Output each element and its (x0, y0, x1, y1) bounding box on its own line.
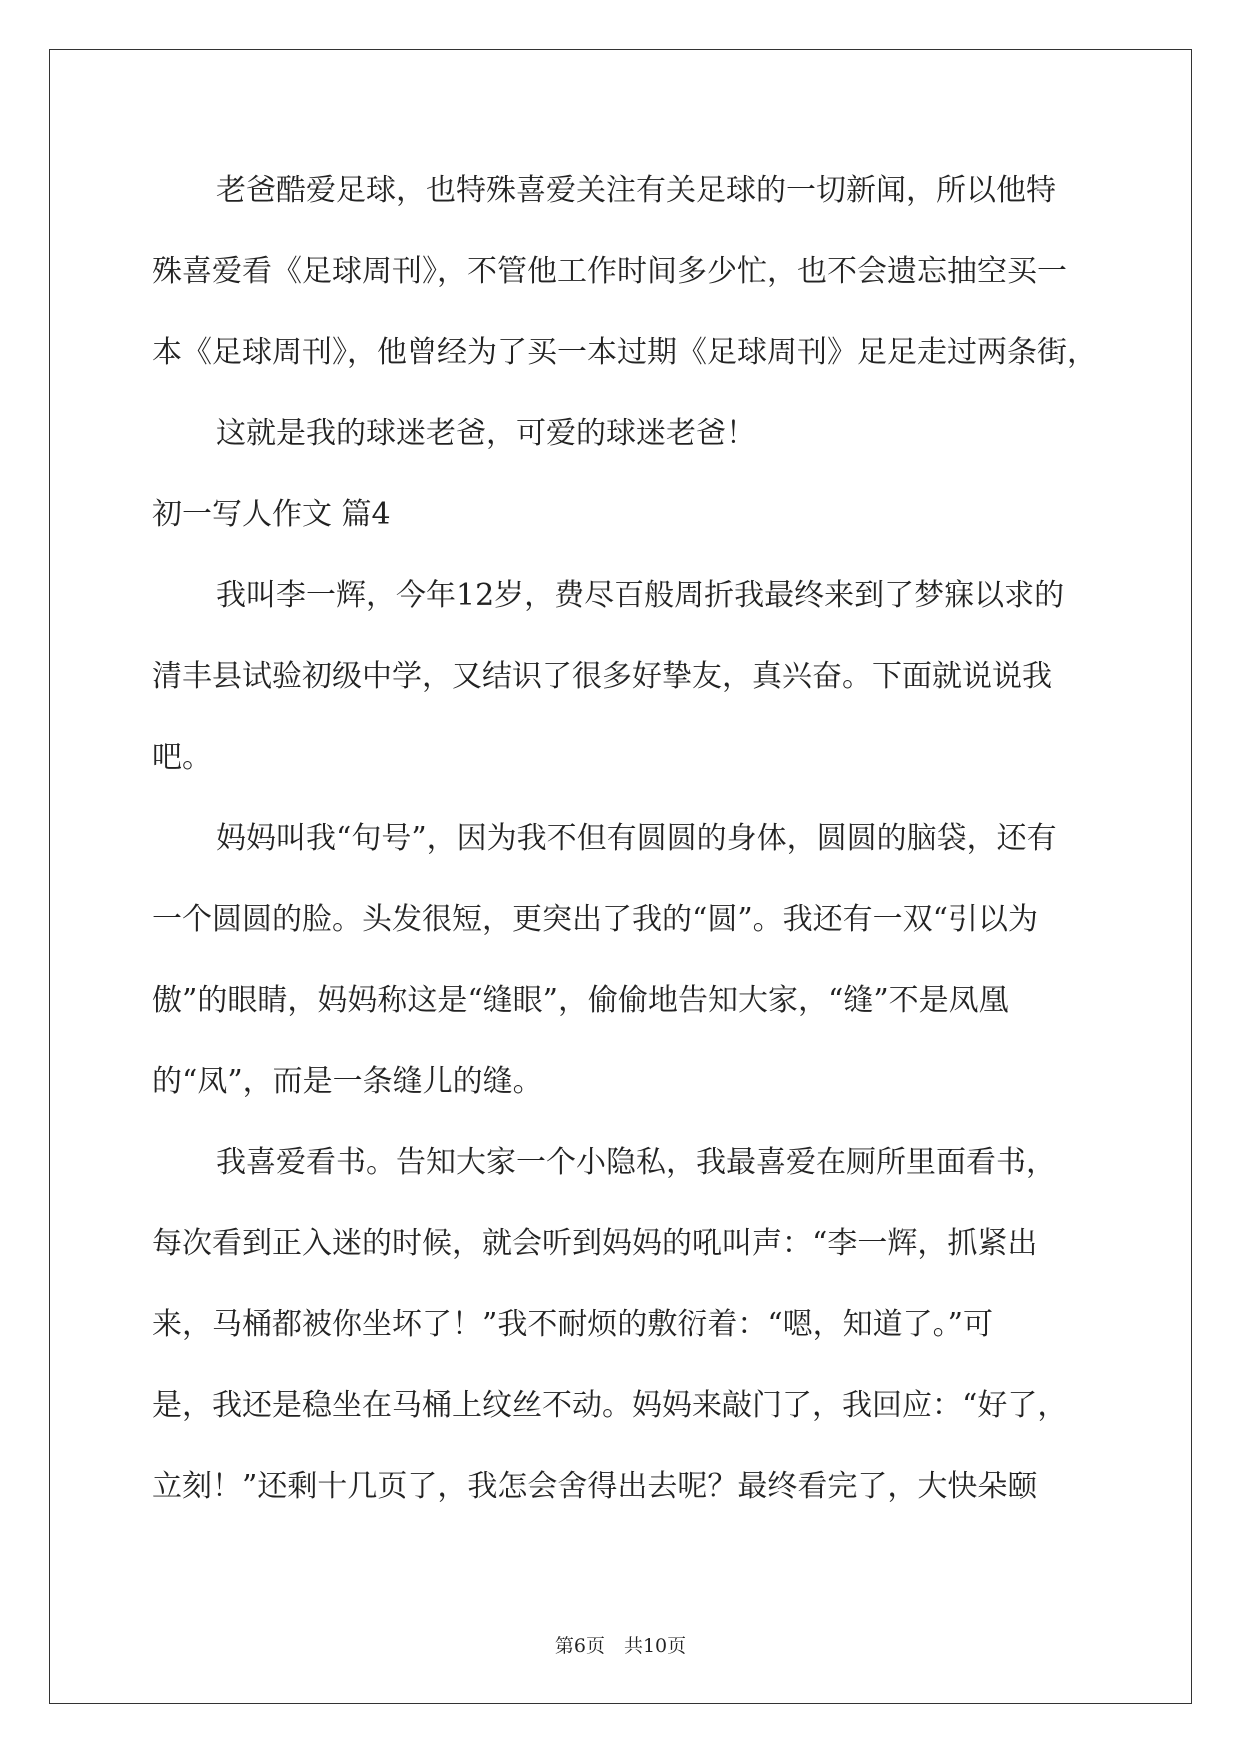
text-line: 是，我还是稳坐在马桶上纹丝不动。妈妈来敲门了，我回应：“好了， (152, 1388, 1068, 1423)
section-heading: 初一写人作文 篇4 (152, 497, 391, 532)
text-line: 一个圆圆的脸。头发很短，更突出了我的“圆”。我还有一双“引以为 (152, 902, 1039, 937)
text-line: 殊喜爱看《足球周刊》，不管他工作时间多少忙，也不会遗忘抽空买一 (152, 254, 1067, 289)
text-line: 本《足球周刊》，他曾经为了买一本过期《足球周刊》足足走过两条街， (152, 335, 1097, 370)
text-line: 这就是我的球迷老爸，可爱的球迷老爸！ (216, 416, 756, 451)
text-line: 妈妈叫我“句号”，因为我不但有圆圆的身体，圆圆的脑袋，还有 (216, 821, 1057, 856)
text-line: 立刻！”还剩十几页了，我怎会舍得出去呢？最终看完了，大快朵颐 (152, 1469, 1038, 1504)
text-line: 吧。 (152, 740, 212, 775)
text-line: 我喜爱看书。告知大家一个小隐私，我最喜爱在厕所里面看书， (216, 1145, 1056, 1180)
text-line: 傲”的眼睛，妈妈称这是“缝眼”，偷偷地告知大家，“缝”不是凤凰 (152, 983, 1009, 1018)
text-line: 清丰县试验初级中学，又结识了很多好挚友，真兴奋。下面就说说我 (152, 659, 1052, 694)
text-line: 的“凤”，而是一条缝儿的缝。 (152, 1064, 543, 1099)
text-line: 老爸酷爱足球，也特殊喜爱关注有关足球的一切新闻，所以他特 (216, 173, 1056, 208)
text-line: 我叫李一辉，今年12岁，费尽百般周折我最终来到了梦寐以求的 (216, 578, 1065, 613)
text-line: 每次看到正入迷的时候，就会听到妈妈的吼叫声：“李一辉，抓紧出 (152, 1226, 1038, 1261)
document-body (152, 160, 1102, 1517)
page-number: 第6页 共10页 (554, 1635, 687, 1657)
text-line: 来，马桶都被你坐坏了！”我不耐烦的敷衍着：“嗯，知道了。”可 (152, 1307, 994, 1342)
